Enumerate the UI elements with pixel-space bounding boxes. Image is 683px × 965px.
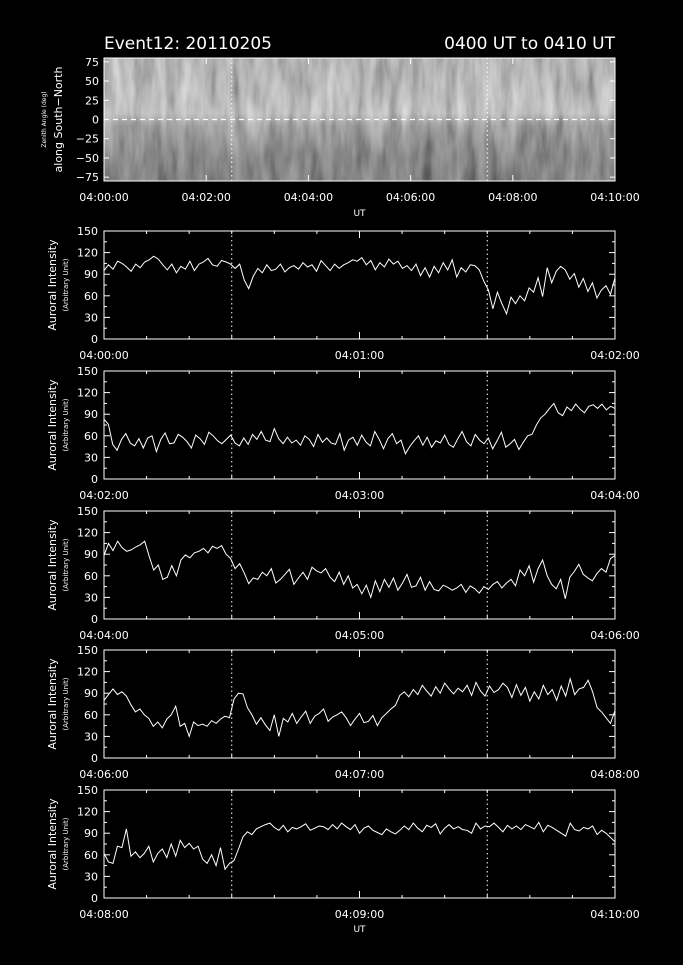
panel-y-tick-label: 30 bbox=[84, 311, 98, 325]
keogram-y-tick-label: 75 bbox=[85, 55, 99, 69]
panel-x-tick-label: 04:00:00 bbox=[79, 349, 129, 362]
keogram-y-tick-label: −75 bbox=[75, 171, 99, 185]
intensity-panel bbox=[46, 365, 640, 502]
keogram-x-tick-label: 04:00:00 bbox=[79, 191, 129, 204]
panel-y-tick-label: 60 bbox=[84, 708, 98, 722]
panel-y-axis-label: Auroral Intensity bbox=[46, 798, 59, 890]
panel-x-tick-label: 04:08:00 bbox=[79, 908, 129, 921]
panel-frame bbox=[104, 231, 615, 339]
panel-y-axis-label: Auroral Intensity bbox=[46, 519, 59, 611]
panel-x-tick-label: 04:01:00 bbox=[334, 349, 385, 362]
keogram-y-tick-label: −50 bbox=[75, 151, 99, 165]
intensity-panel bbox=[46, 505, 640, 642]
panel-y-tick-label: 120 bbox=[77, 386, 98, 400]
panel-y-tick-label: 150 bbox=[77, 365, 98, 378]
panel-y-tick-label: 0 bbox=[91, 752, 98, 765]
panel-y-tick-label: 150 bbox=[77, 225, 98, 238]
intensity-series-line bbox=[104, 822, 615, 869]
intensity-series-line bbox=[104, 403, 615, 453]
panel-x-tick-label: 04:06:00 bbox=[590, 629, 640, 642]
panel-y-tick-label: 60 bbox=[84, 569, 98, 583]
panel-y-axis-label: Auroral Intensity bbox=[46, 379, 59, 471]
keogram-y-tick-label: −25 bbox=[75, 132, 99, 146]
panel-frame bbox=[104, 790, 615, 898]
panel-y-tick-label: 30 bbox=[84, 451, 98, 465]
panel-x-tick-label: 04:02:00 bbox=[79, 489, 129, 502]
panel-y-axis-small-label: (Arbitrary Unit) bbox=[62, 677, 70, 731]
panel-y-tick-label: 150 bbox=[77, 644, 98, 657]
keogram-x-tick-label: 04:02:00 bbox=[181, 191, 231, 204]
panel-y-axis-small-label: (Arbitrary Unit) bbox=[62, 398, 70, 452]
keogram-x-tick-label: 04:08:00 bbox=[488, 191, 538, 204]
panel-y-tick-label: 150 bbox=[77, 505, 98, 518]
panel-y-axis-small-label: (Arbitrary Unit) bbox=[62, 258, 70, 312]
panel-y-tick-label: 60 bbox=[84, 289, 98, 303]
panel-y-tick-label: 90 bbox=[84, 408, 98, 422]
panel-frame bbox=[104, 511, 615, 619]
panel-y-tick-label: 0 bbox=[91, 613, 98, 626]
keogram-y-tick-label: 0 bbox=[92, 113, 99, 127]
time-range-title: 0400 UT to 0410 UT bbox=[444, 34, 615, 54]
panel-y-tick-label: 90 bbox=[84, 687, 98, 701]
panel-x-tick-label: 04:09:00 bbox=[334, 908, 385, 921]
panel-frame bbox=[104, 650, 615, 758]
panel-y-tick-label: 30 bbox=[84, 730, 98, 744]
panel-x-tick-label: 04:04:00 bbox=[79, 629, 129, 642]
panel-x-tick-label: 04:08:00 bbox=[590, 768, 640, 781]
panel-y-tick-label: 60 bbox=[84, 429, 98, 443]
panel-y-tick-label: 30 bbox=[84, 591, 98, 605]
panel-y-tick-label: 90 bbox=[84, 268, 98, 282]
panel-y-axis-small-label: (Arbitrary Unit) bbox=[62, 538, 70, 592]
panel-y-tick-label: 120 bbox=[77, 665, 98, 679]
keogram-y-tick-label: 25 bbox=[85, 94, 99, 108]
intensity-panel bbox=[46, 225, 640, 362]
intensity-series-line bbox=[104, 256, 615, 314]
panel-x-tick-label: 04:06:00 bbox=[79, 768, 129, 781]
event-title: Event12: 20110205 bbox=[104, 34, 272, 54]
intensity-panel bbox=[46, 644, 640, 781]
panel-y-tick-label: 90 bbox=[84, 827, 98, 841]
panel-x-tick-label: 04:02:00 bbox=[590, 349, 640, 362]
panel-y-tick-label: 150 bbox=[77, 784, 98, 797]
panel-x-tick-label: 04:04:00 bbox=[590, 489, 640, 502]
panel-y-tick-label: 60 bbox=[84, 848, 98, 862]
panel-y-tick-label: 0 bbox=[91, 473, 98, 486]
panel-y-tick-label: 90 bbox=[84, 548, 98, 562]
panel-frame bbox=[104, 371, 615, 479]
panel-y-tick-label: 30 bbox=[84, 870, 98, 884]
keogram-y-tick-label: 50 bbox=[85, 75, 99, 89]
panel-y-tick-label: 0 bbox=[91, 892, 98, 905]
panel-y-tick-label: 120 bbox=[77, 526, 98, 540]
keogram-x-axis-label: UT bbox=[353, 209, 366, 219]
panel-y-tick-label: 120 bbox=[77, 805, 98, 819]
intensity-panel bbox=[46, 784, 640, 935]
keogram-x-tick-label: 04:06:00 bbox=[385, 191, 436, 204]
keogram-y-axis-small-label: Zenith Angle (deg) bbox=[41, 91, 48, 148]
panel-x-tick-label: 04:10:00 bbox=[590, 908, 640, 921]
panel-x-tick-label: 04:03:00 bbox=[334, 489, 385, 502]
intensity-series-line bbox=[104, 541, 615, 599]
intensity-series-line bbox=[104, 679, 615, 737]
panel-y-axis-label: Auroral Intensity bbox=[46, 658, 59, 750]
panel-x-tick-label: 04:05:00 bbox=[334, 629, 385, 642]
keogram-x-tick-label: 04:10:00 bbox=[590, 191, 640, 204]
panel-y-tick-label: 0 bbox=[91, 333, 98, 346]
panel-y-axis-small-label: (Arbitrary Unit) bbox=[62, 817, 70, 871]
keogram-x-tick-label: 04:04:00 bbox=[283, 191, 334, 204]
panel-x-tick-label: 04:07:00 bbox=[334, 768, 385, 781]
keogram-y-axis-label: along South−North bbox=[52, 66, 65, 173]
keogram-panel bbox=[41, 56, 640, 219]
panel-y-axis-label: Auroral Intensity bbox=[46, 239, 59, 331]
panel-x-axis-label: UT bbox=[353, 925, 366, 935]
panel-y-tick-label: 120 bbox=[77, 246, 98, 260]
